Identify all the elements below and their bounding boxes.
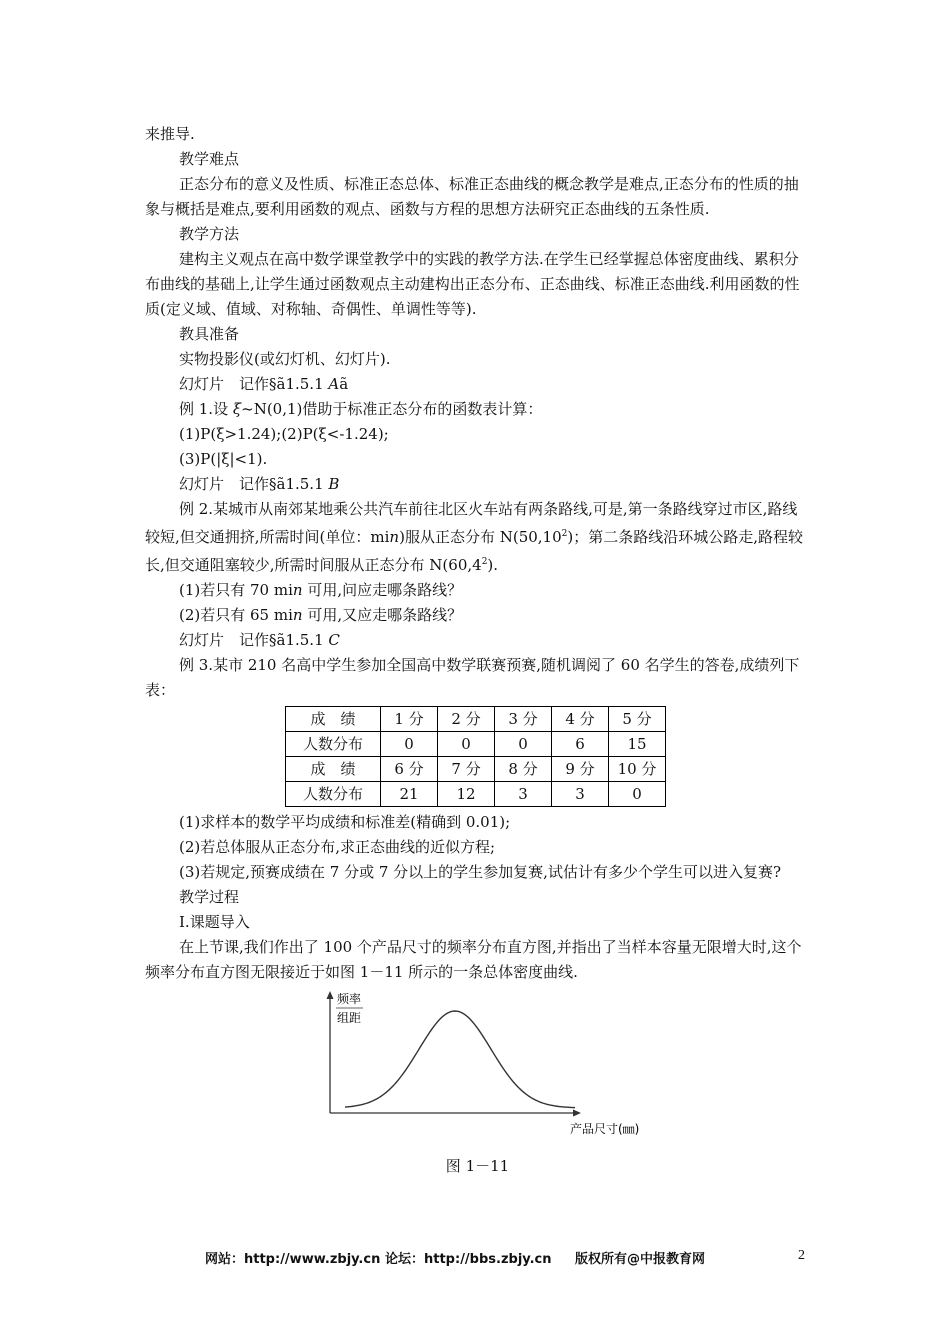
heading-process: 教学过程 <box>179 888 240 906</box>
bell-curve <box>345 1011 575 1108</box>
table-cell: 3 <box>552 782 609 807</box>
footer-site: 网站：http://www.zbjy.cn <box>205 1252 381 1267</box>
density-curve-figure <box>145 991 810 1141</box>
table-row <box>286 757 666 782</box>
table-cell: 1 分 <box>381 707 438 732</box>
table-cell: 0 <box>495 732 552 757</box>
table-cell: 2 分 <box>438 707 495 732</box>
table-cell: 4 分 <box>552 707 609 732</box>
y-axis-arrow-icon <box>327 991 334 999</box>
x-axis-arrow-icon <box>573 1110 581 1117</box>
table-cell: 5 分 <box>609 707 666 732</box>
figure-caption: 图 1－11 <box>445 1157 510 1175</box>
table-cell: 8 分 <box>495 757 552 782</box>
table-row <box>286 782 666 807</box>
table-cell: 0 <box>609 782 666 807</box>
heading-difficulty: 教学难点 <box>179 150 240 168</box>
table-cell: 12 <box>438 782 495 807</box>
footer-forum: 论坛：http://bbs.zbjy.cn <box>385 1252 552 1267</box>
table-cell: 3 <box>495 782 552 807</box>
slide-b: 幻灯片 记作§ã1.5.1 B <box>179 475 340 493</box>
paragraph-difficulty: 正态分布的意义及性质、标准正态总体、标准正态曲线的概念教学是难点,正态分布的性质的抽象与概括是难点,要利用函数的观点、函数与方程的思想方法研究正态曲线的五条性质. <box>145 175 799 218</box>
document-body <box>145 122 810 1177</box>
paragraph-tools: 实物投影仪(或幻灯机、幻灯片). <box>179 350 391 368</box>
example-1-q1: (1)P(ξ>1.24);(2)P(ξ<-1.24); <box>179 425 389 443</box>
table-row <box>286 707 666 732</box>
table-cell: 21 <box>381 782 438 807</box>
heading-method: 教学方法 <box>179 225 240 243</box>
table-cell: 成 绩 <box>286 757 381 782</box>
example-1-q3: (3)P(|ξ|<1). <box>179 450 268 468</box>
heading-intro: I.课题导入 <box>179 913 250 931</box>
y-label-bottom: 组距 <box>337 1011 362 1025</box>
table-cell: 人数分布 <box>286 782 381 807</box>
paragraph: 来推导. <box>145 125 195 143</box>
example-3-q3: (3)若规定,预赛成绩在 7 分或 7 分以上的学生参加复赛,试估计有多少个学生可以进入复赛? <box>179 863 781 881</box>
score-table <box>285 706 666 807</box>
footer-copyright: 版权所有@中报教育网 <box>575 1252 706 1267</box>
heading-tools: 教具准备 <box>179 325 240 343</box>
example-1: 例 1.设 ξ~N(0,1)借助于标准正态分布的函数表计算： <box>179 400 543 418</box>
slide-c: 幻灯片 记作§ã1.5.1 C <box>179 631 340 649</box>
paragraph-intro: 在上节课,我们作出了 100 个产品尺寸的频率分布直方图,并指出了当样本容量无限增大时,这个频率分布直方图无限接近于如图 1－11 所示的一条总体密度曲线. <box>145 938 802 981</box>
table-cell: 7 分 <box>438 757 495 782</box>
table-cell: 人数分布 <box>286 732 381 757</box>
table-cell: 3 分 <box>495 707 552 732</box>
slide-a: 幻灯片 记作§ã1.5.1 Aã <box>179 375 349 393</box>
example-2-q2: (2)若只有 65 min 可用,又应走哪条路线？ <box>179 606 463 624</box>
paragraph-method: 建构主义观点在高中数学课堂教学中的实践的教学方法.在学生已经掌握总体密度曲线、累积分布曲线的基础上,让学生通过函数观点主动建构出正态分布、正态曲线、标准正态曲线.利用函数的性质(定义域、值域、对称轴、奇偶性、单调性等等). <box>145 250 800 318</box>
x-label: 产品尺寸(㎜) <box>570 1122 640 1136</box>
example-3-q2: (2)若总体服从正态分布,求正态曲线的近似方程; <box>179 838 496 856</box>
table-cell: 0 <box>438 732 495 757</box>
y-label-top: 频率 <box>337 992 362 1006</box>
density-curve-svg <box>325 991 665 1141</box>
example-2-q1: (1)若只有 70 min 可用,问应走哪条路线？ <box>179 581 463 599</box>
table-cell: 成 绩 <box>286 707 381 732</box>
table-cell: 6 <box>552 732 609 757</box>
example-3: 例 3.某市 210 名高中学生参加全国高中数学联赛预赛,随机调阅了 60 名学生的答卷,成绩列下表： <box>145 656 800 699</box>
table-cell: 0 <box>381 732 438 757</box>
table-cell: 10 分 <box>609 757 666 782</box>
table-cell: 15 <box>609 732 666 757</box>
page-number: 2 <box>798 1248 805 1263</box>
table-cell: 6 分 <box>381 757 438 782</box>
table-row <box>286 732 666 757</box>
example-3-q1: (1)求样本的数学平均成绩和标准差(精确到 0.01); <box>179 813 511 831</box>
table-cell: 9 分 <box>552 757 609 782</box>
example-2: 例 2.某城市从南郊某地乘公共汽车前往北区火车站有两条路线,可是,第一条路线穿过市区,路线较短,但交通拥挤,所需时间(单位：min)服从正态分布 N(50,10$^2$)；第二条路线沿环城公路走,路程较长,但交通阻塞较少,所需时间服从正态分布 N(60,4$^2$). <box>145 500 803 574</box>
